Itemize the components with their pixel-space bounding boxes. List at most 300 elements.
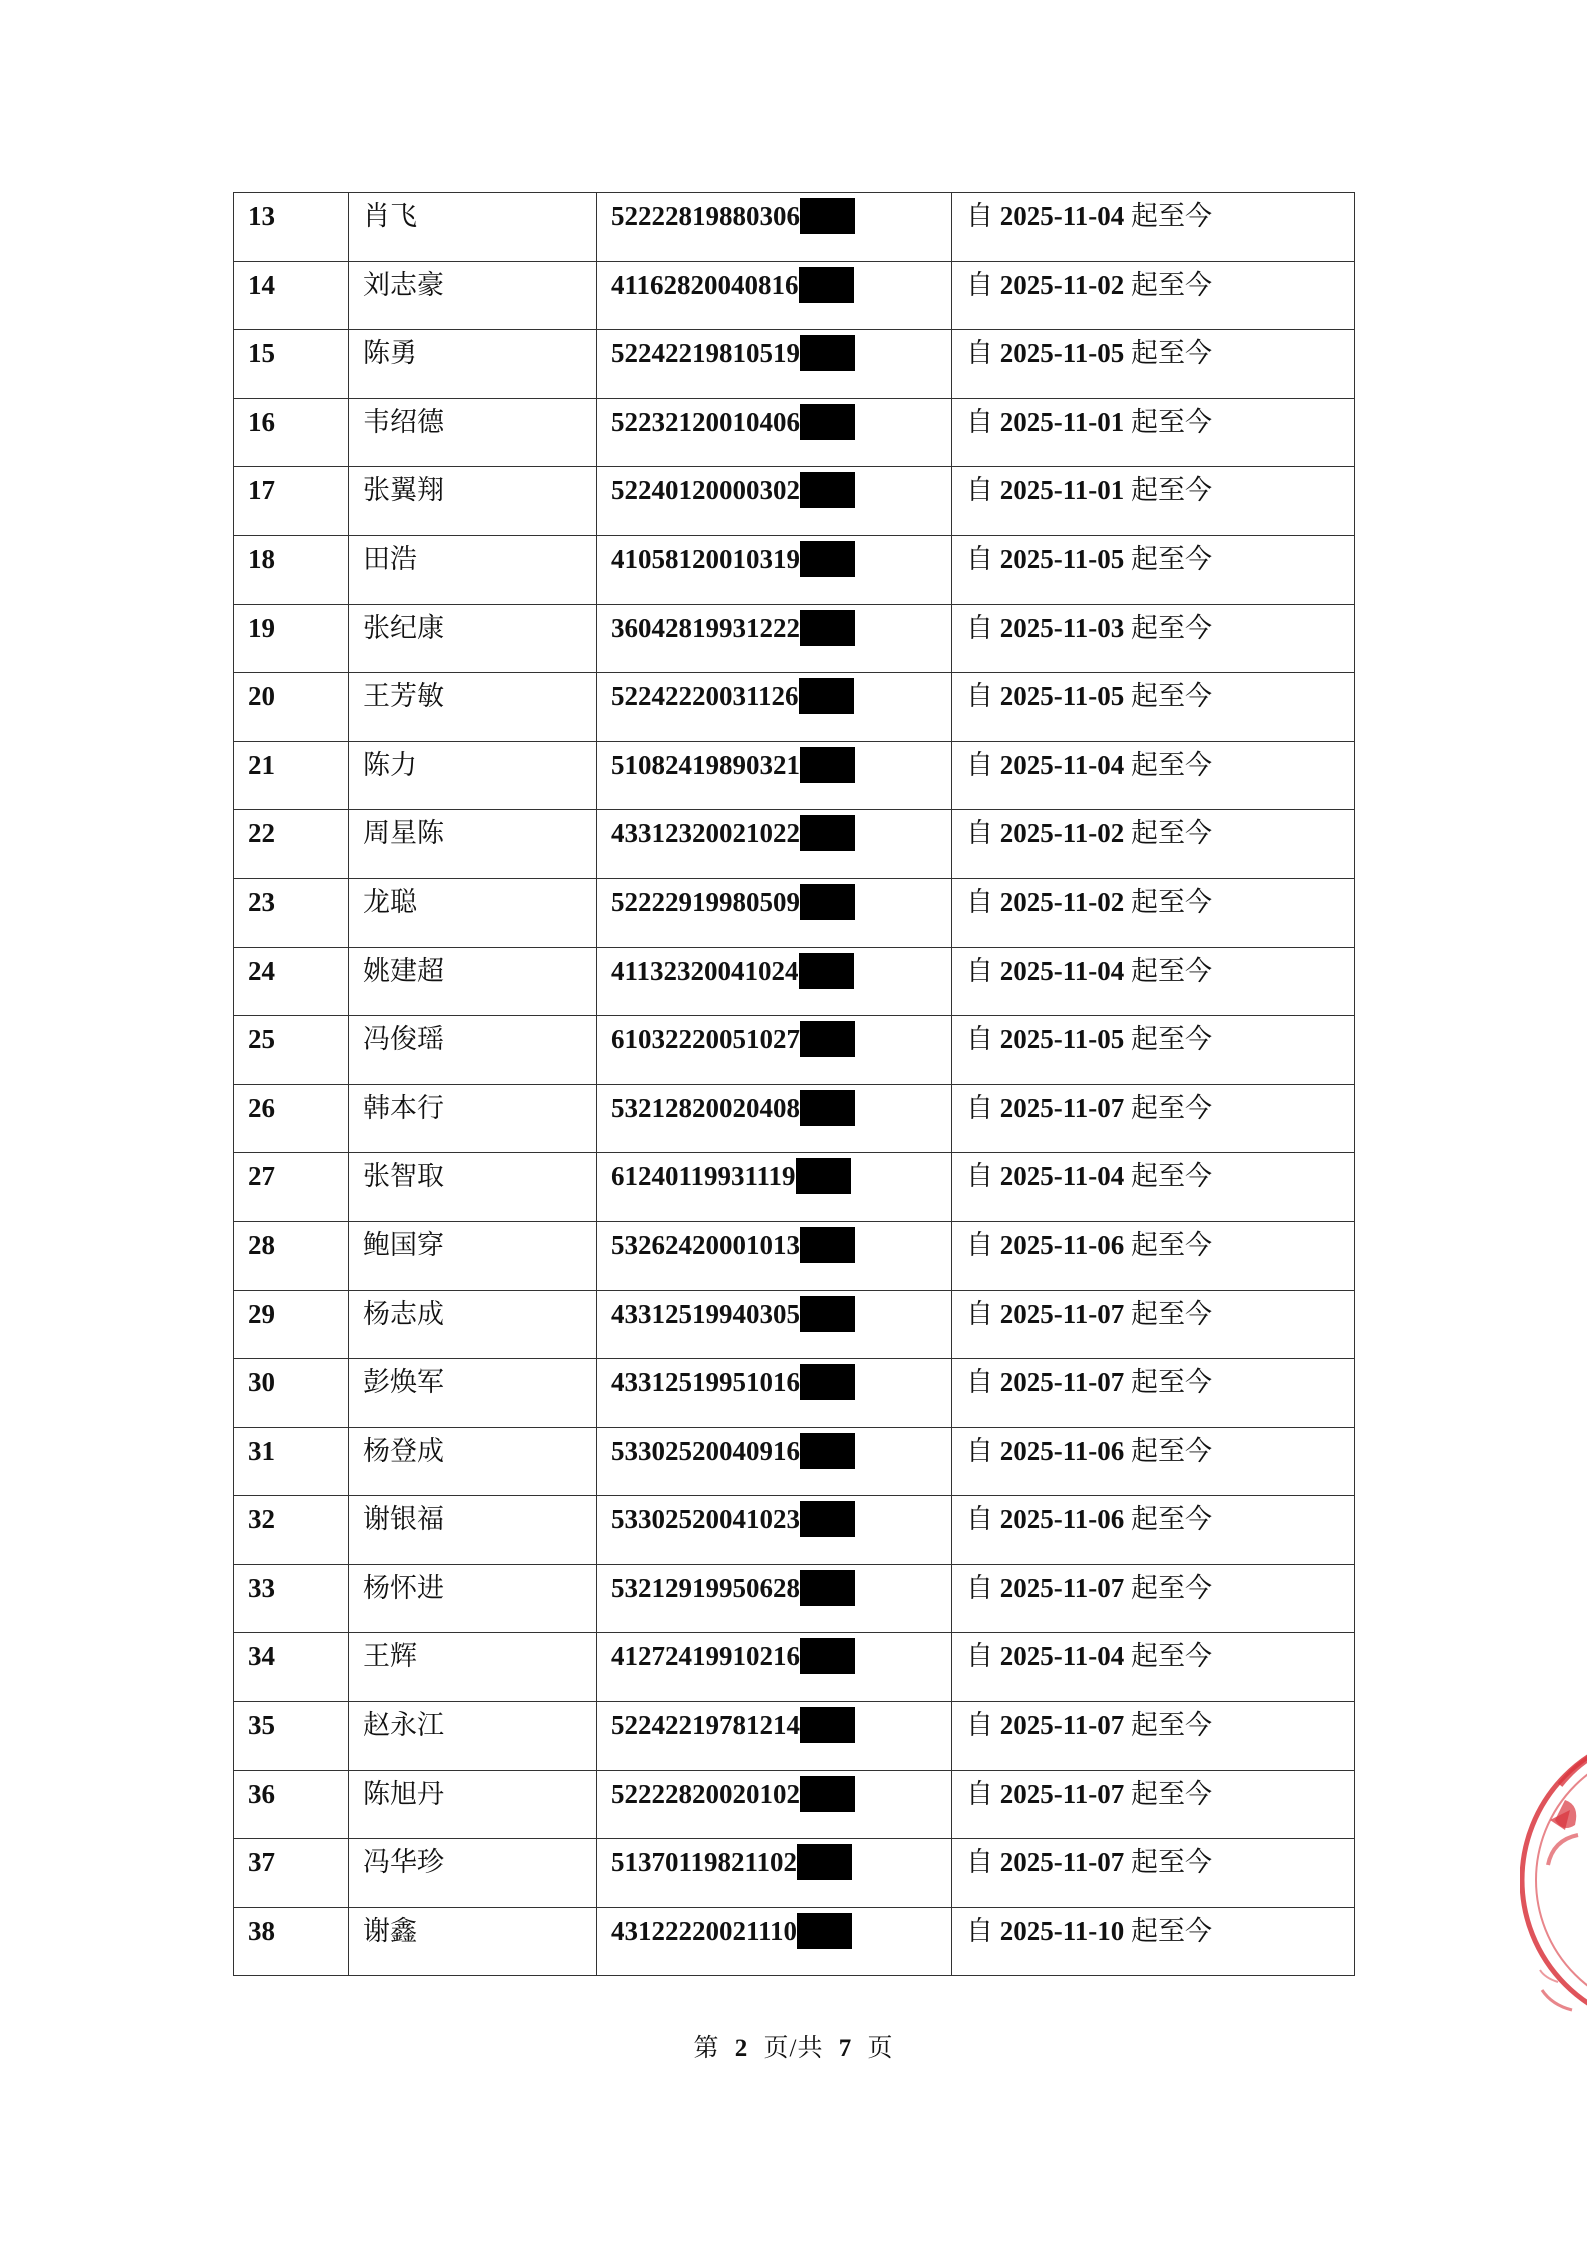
- cell-name: [349, 947, 597, 1016]
- id-number-prefix: 53262420001013: [611, 1229, 800, 1260]
- redaction-block: [800, 1021, 855, 1057]
- redaction-block: [800, 1501, 855, 1537]
- id-number-prefix: 53212820020408: [611, 1092, 800, 1123]
- date-prefix: 自: [966, 1504, 993, 1535]
- page-footer: [0, 2028, 1587, 2064]
- start-date: 2025-11-04: [999, 955, 1125, 986]
- date-prefix: 自: [966, 612, 993, 643]
- date-suffix: 起至今: [1131, 1847, 1212, 1878]
- date-suffix: 起至今: [1131, 406, 1212, 437]
- cell-date: [952, 1496, 1355, 1565]
- cell-name: [349, 193, 597, 262]
- row-number: 38: [248, 1915, 275, 1946]
- cell-number: [234, 741, 349, 810]
- date-suffix: 起至今: [1131, 475, 1212, 506]
- start-date: 2025-11-02: [999, 269, 1125, 300]
- cell-name: [349, 1016, 597, 1085]
- cell-number: [234, 878, 349, 947]
- table-row: [234, 1907, 1355, 1976]
- date-suffix: 起至今: [1131, 1572, 1212, 1603]
- footer-pre: 第: [693, 2035, 720, 2062]
- cell-date: [952, 1221, 1355, 1290]
- cell-name: [349, 261, 597, 330]
- person-name: 彭焕军: [363, 1367, 444, 1398]
- cell-name: [349, 1839, 597, 1908]
- cell-number: [234, 810, 349, 879]
- date-prefix: 自: [966, 1641, 993, 1672]
- cell-name: [349, 1770, 597, 1839]
- cell-id: [597, 1496, 952, 1565]
- table-row: [234, 1564, 1355, 1633]
- date-prefix: 自: [966, 475, 993, 506]
- cell-number: [234, 1221, 349, 1290]
- footer-current-page: 2: [734, 2035, 749, 2062]
- redaction-block: [800, 747, 855, 783]
- table-row: [234, 1702, 1355, 1771]
- cell-date: [952, 1427, 1355, 1496]
- redaction-block: [800, 1707, 855, 1743]
- footer-mid: 页/共: [763, 2035, 824, 2062]
- cell-number: [234, 535, 349, 604]
- date-suffix: 起至今: [1131, 1710, 1212, 1741]
- cell-id: [597, 1016, 952, 1085]
- cell-date: [952, 1290, 1355, 1359]
- start-date: 2025-11-02: [999, 886, 1125, 917]
- footer-total-pages: 7: [838, 2035, 853, 2062]
- row-number: 14: [248, 269, 275, 300]
- cell-id: [597, 1702, 952, 1771]
- cell-date: [952, 878, 1355, 947]
- cell-name: [349, 1564, 597, 1633]
- date-prefix: 自: [966, 749, 993, 780]
- start-date: 2025-11-05: [999, 543, 1125, 574]
- row-number: 18: [248, 543, 275, 574]
- date-suffix: 起至今: [1131, 1298, 1212, 1329]
- id-number-prefix: 41272419910216: [611, 1641, 800, 1672]
- cell-id: [597, 193, 952, 262]
- cell-number: [234, 673, 349, 742]
- date-suffix: 起至今: [1131, 1504, 1212, 1535]
- date-suffix: 起至今: [1131, 955, 1212, 986]
- cell-name: [349, 1496, 597, 1565]
- cell-name: [349, 1290, 597, 1359]
- redaction-block: [800, 884, 855, 920]
- cell-date: [952, 398, 1355, 467]
- cell-date: [952, 1564, 1355, 1633]
- cell-number: [234, 1564, 349, 1633]
- id-number-prefix: 52222820020102: [611, 1778, 800, 1809]
- cell-name: [349, 1084, 597, 1153]
- date-prefix: 自: [966, 269, 993, 300]
- start-date: 2025-11-06: [999, 1229, 1125, 1260]
- start-date: 2025-11-01: [999, 406, 1125, 437]
- date-suffix: 起至今: [1131, 1024, 1212, 1055]
- date-suffix: 起至今: [1131, 818, 1212, 849]
- person-name: 杨怀进: [363, 1572, 444, 1603]
- person-name: 肖飞: [363, 201, 417, 231]
- cell-id: [597, 330, 952, 399]
- row-number: 35: [248, 1710, 275, 1741]
- cell-name: [349, 604, 597, 673]
- cell-name: [349, 673, 597, 742]
- cell-number: [234, 1633, 349, 1702]
- id-number-prefix: 53302520040916: [611, 1435, 800, 1466]
- table-row: [234, 1633, 1355, 1702]
- redaction-block: [800, 472, 855, 508]
- redaction-block: [799, 267, 854, 303]
- cell-number: [234, 330, 349, 399]
- table-row: [234, 673, 1355, 742]
- id-number-prefix: 43312519951016: [611, 1367, 800, 1398]
- table-row: [234, 261, 1355, 330]
- row-number: 33: [248, 1572, 275, 1603]
- date-suffix: 起至今: [1131, 338, 1212, 369]
- cell-date: [952, 1016, 1355, 1085]
- date-suffix: 起至今: [1131, 269, 1212, 300]
- start-date: 2025-11-06: [999, 1504, 1125, 1535]
- redaction-block: [799, 953, 854, 989]
- cell-name: [349, 398, 597, 467]
- redaction-block: [800, 815, 855, 851]
- start-date: 2025-11-04: [999, 1641, 1125, 1672]
- date-suffix: 起至今: [1131, 886, 1212, 917]
- redaction-block: [800, 1433, 855, 1469]
- start-date: 2025-11-07: [999, 1710, 1125, 1741]
- date-prefix: 自: [966, 818, 993, 849]
- row-number: 36: [248, 1778, 275, 1809]
- date-suffix: 起至今: [1131, 1915, 1212, 1946]
- cell-date: [952, 193, 1355, 262]
- person-name: 冯华珍: [363, 1847, 444, 1878]
- person-name: 韦绍德: [363, 406, 444, 437]
- cell-name: [349, 878, 597, 947]
- cell-date: [952, 1702, 1355, 1771]
- date-suffix: 起至今: [1131, 1367, 1212, 1398]
- row-number: 23: [248, 886, 275, 917]
- table-row: [234, 1496, 1355, 1565]
- id-number-prefix: 52232120010406: [611, 406, 800, 437]
- date-prefix: 自: [966, 1092, 993, 1123]
- employee-table: [233, 192, 1355, 1976]
- cell-date: [952, 810, 1355, 879]
- cell-number: [234, 1496, 349, 1565]
- cell-number: [234, 1427, 349, 1496]
- cell-id: [597, 604, 952, 673]
- id-number-prefix: 52222919980509: [611, 886, 800, 917]
- person-name: 田浩: [363, 543, 417, 574]
- row-number: 34: [248, 1641, 275, 1672]
- person-name: 王辉: [363, 1641, 417, 1672]
- table-row: [234, 1839, 1355, 1908]
- date-prefix: 自: [966, 1298, 993, 1329]
- id-number-prefix: 61240119931119: [611, 1161, 796, 1192]
- person-name: 谢鑫: [363, 1915, 417, 1946]
- redaction-block: [800, 404, 855, 440]
- table-row: [234, 1359, 1355, 1428]
- date-prefix: 自: [966, 1435, 993, 1466]
- cell-number: [234, 1770, 349, 1839]
- cell-date: [952, 1359, 1355, 1428]
- table-row: [234, 330, 1355, 399]
- cell-date: [952, 741, 1355, 810]
- date-suffix: 起至今: [1131, 201, 1212, 231]
- person-name: 周星陈: [363, 818, 444, 849]
- cell-id: [597, 535, 952, 604]
- date-suffix: 起至今: [1131, 543, 1212, 574]
- id-number-prefix: 52222819880306: [611, 201, 800, 231]
- id-number-prefix: 53212919950628: [611, 1572, 800, 1603]
- redaction-block: [797, 1913, 852, 1949]
- row-number: 17: [248, 475, 275, 506]
- row-number: 37: [248, 1847, 275, 1878]
- cell-date: [952, 261, 1355, 330]
- date-suffix: 起至今: [1131, 681, 1212, 712]
- cell-date: [952, 673, 1355, 742]
- start-date: 2025-11-10: [999, 1915, 1125, 1946]
- cell-id: [597, 741, 952, 810]
- person-name: 冯俊瑶: [363, 1024, 444, 1055]
- person-name: 陈力: [363, 749, 417, 780]
- cell-date: [952, 1633, 1355, 1702]
- start-date: 2025-11-07: [999, 1092, 1125, 1123]
- date-prefix: 自: [966, 955, 993, 986]
- cell-id: [597, 1907, 952, 1976]
- person-name: 鲍国穿: [363, 1229, 444, 1260]
- table-row: [234, 947, 1355, 1016]
- cell-id: [597, 1564, 952, 1633]
- redaction-block: [800, 198, 855, 234]
- cell-id: [597, 1290, 952, 1359]
- cell-id: [597, 878, 952, 947]
- cell-number: [234, 604, 349, 673]
- cell-id: [597, 1084, 952, 1153]
- table-row: [234, 1290, 1355, 1359]
- date-suffix: 起至今: [1131, 1161, 1212, 1192]
- start-date: 2025-11-07: [999, 1298, 1125, 1329]
- cell-date: [952, 604, 1355, 673]
- cell-number: [234, 467, 349, 536]
- date-prefix: 自: [966, 1778, 993, 1809]
- id-number-prefix: 43122220021110: [611, 1915, 798, 1946]
- table-row: [234, 741, 1355, 810]
- date-prefix: 自: [966, 1229, 993, 1260]
- person-name: 姚建超: [363, 955, 444, 986]
- row-number: 13: [248, 201, 275, 231]
- cell-number: [234, 1702, 349, 1771]
- table-row: [234, 1084, 1355, 1153]
- cell-number: [234, 193, 349, 262]
- date-prefix: 自: [966, 406, 993, 437]
- redaction-block: [799, 678, 854, 714]
- id-number-prefix: 52240120000302: [611, 475, 800, 506]
- start-date: 2025-11-04: [999, 1161, 1125, 1192]
- cell-number: [234, 1084, 349, 1153]
- redaction-block: [800, 1090, 855, 1126]
- table-row: [234, 1427, 1355, 1496]
- cell-name: [349, 467, 597, 536]
- row-number: 25: [248, 1024, 275, 1055]
- person-name: 王芳敏: [363, 681, 444, 712]
- table-body: [234, 193, 1355, 1976]
- id-number-prefix: 43312519940305: [611, 1298, 800, 1329]
- table-row: [234, 878, 1355, 947]
- id-number-prefix: 41162820040816: [611, 269, 799, 300]
- start-date: 2025-11-07: [999, 1572, 1125, 1603]
- id-number-prefix: 53302520041023: [611, 1504, 800, 1535]
- redaction-block: [800, 541, 855, 577]
- row-number: 28: [248, 1229, 275, 1260]
- cell-number: [234, 1359, 349, 1428]
- cell-date: [952, 1153, 1355, 1222]
- row-number: 27: [248, 1161, 275, 1192]
- cell-date: [952, 467, 1355, 536]
- cell-id: [597, 1427, 952, 1496]
- table-row: [234, 467, 1355, 536]
- cell-name: [349, 1633, 597, 1702]
- redaction-block: [797, 1844, 852, 1880]
- table-row: [234, 604, 1355, 673]
- cell-number: [234, 1153, 349, 1222]
- cell-id: [597, 1839, 952, 1908]
- table-row: [234, 535, 1355, 604]
- footer-post: 页: [867, 2035, 894, 2062]
- person-name: 张智取: [363, 1161, 444, 1192]
- table-row: [234, 1221, 1355, 1290]
- cell-number: [234, 947, 349, 1016]
- redaction-block: [800, 1227, 855, 1263]
- id-number-prefix: 51082419890321: [611, 749, 800, 780]
- row-number: 20: [248, 681, 275, 712]
- date-suffix: 起至今: [1131, 749, 1212, 780]
- cell-name: [349, 1359, 597, 1428]
- cell-number: [234, 261, 349, 330]
- person-name: 陈旭丹: [363, 1778, 444, 1809]
- id-number-prefix: 41058120010319: [611, 543, 800, 574]
- cell-date: [952, 1907, 1355, 1976]
- start-date: 2025-11-01: [999, 475, 1125, 506]
- cell-date: [952, 1770, 1355, 1839]
- redaction-block: [800, 1776, 855, 1812]
- date-suffix: 起至今: [1131, 1092, 1212, 1123]
- cell-id: [597, 947, 952, 1016]
- cell-id: [597, 1770, 952, 1839]
- redaction-block: [800, 335, 855, 371]
- date-prefix: 自: [966, 338, 993, 369]
- date-suffix: 起至今: [1131, 1778, 1212, 1809]
- start-date: 2025-11-05: [999, 1024, 1125, 1055]
- person-name: 龙聪: [363, 886, 417, 917]
- row-number: 29: [248, 1298, 275, 1329]
- row-number: 30: [248, 1367, 275, 1398]
- id-number-prefix: 36042819931222: [611, 612, 800, 643]
- person-name: 陈勇: [363, 338, 417, 369]
- date-prefix: 自: [966, 1024, 993, 1055]
- row-number: 16: [248, 406, 275, 437]
- date-prefix: 自: [966, 1710, 993, 1741]
- id-number-prefix: 61032220051027: [611, 1024, 800, 1055]
- person-name: 谢银福: [363, 1504, 444, 1535]
- person-name: 韩本行: [363, 1092, 444, 1123]
- row-number: 24: [248, 955, 275, 986]
- date-prefix: 自: [966, 1572, 993, 1603]
- cell-name: [349, 741, 597, 810]
- start-date: 2025-11-05: [999, 681, 1125, 712]
- cell-id: [597, 261, 952, 330]
- row-number: 15: [248, 338, 275, 369]
- start-date: 2025-11-04: [999, 201, 1125, 231]
- cell-date: [952, 1839, 1355, 1908]
- cell-name: [349, 1702, 597, 1771]
- id-number-prefix: 52242220031126: [611, 681, 799, 712]
- date-prefix: 自: [966, 886, 993, 917]
- table-row: [234, 810, 1355, 879]
- date-suffix: 起至今: [1131, 1435, 1212, 1466]
- person-name: 张翼翔: [363, 475, 444, 506]
- cell-number: [234, 1290, 349, 1359]
- cell-id: [597, 810, 952, 879]
- cell-date: [952, 330, 1355, 399]
- person-name: 杨登成: [363, 1435, 444, 1466]
- cell-name: [349, 535, 597, 604]
- company-seal: [1520, 1690, 1587, 2070]
- date-suffix: 起至今: [1131, 612, 1212, 643]
- date-prefix: 自: [966, 681, 993, 712]
- redaction-block: [800, 610, 855, 646]
- cell-id: [597, 398, 952, 467]
- row-number: 19: [248, 612, 275, 643]
- date-suffix: 起至今: [1131, 1229, 1212, 1260]
- start-date: 2025-11-03: [999, 612, 1125, 643]
- date-prefix: 自: [966, 1367, 993, 1398]
- date-prefix: 自: [966, 1847, 993, 1878]
- start-date: 2025-11-02: [999, 818, 1125, 849]
- start-date: 2025-11-04: [999, 749, 1125, 780]
- start-date: 2025-11-05: [999, 338, 1125, 369]
- row-number: 31: [248, 1435, 275, 1466]
- id-number-prefix: 52242219781214: [611, 1710, 800, 1741]
- cell-id: [597, 1221, 952, 1290]
- person-name: 杨志成: [363, 1298, 444, 1329]
- start-date: 2025-11-07: [999, 1847, 1125, 1878]
- redaction-block: [800, 1570, 855, 1606]
- cell-name: [349, 1221, 597, 1290]
- cell-number: [234, 1839, 349, 1908]
- redaction-block: [796, 1158, 851, 1194]
- id-number-prefix: 51370119821102: [611, 1847, 798, 1878]
- cell-name: [349, 810, 597, 879]
- cell-name: [349, 1427, 597, 1496]
- row-number: 32: [248, 1504, 275, 1535]
- cell-name: [349, 330, 597, 399]
- id-number-prefix: 43312320021022: [611, 818, 800, 849]
- cell-id: [597, 1153, 952, 1222]
- cell-number: [234, 1907, 349, 1976]
- start-date: 2025-11-07: [999, 1367, 1125, 1398]
- id-number-prefix: 41132320041024: [611, 955, 799, 986]
- redaction-block: [800, 1638, 855, 1674]
- cell-id: [597, 1359, 952, 1428]
- table-row: [234, 193, 1355, 262]
- cell-id: [597, 673, 952, 742]
- date-prefix: 自: [966, 1915, 993, 1946]
- id-number-prefix: 52242219810519: [611, 338, 800, 369]
- date-prefix: 自: [966, 201, 993, 231]
- row-number: 26: [248, 1092, 275, 1123]
- person-name: 刘志豪: [363, 269, 444, 300]
- table-row: [234, 1153, 1355, 1222]
- start-date: 2025-11-07: [999, 1778, 1125, 1809]
- table-row: [234, 398, 1355, 467]
